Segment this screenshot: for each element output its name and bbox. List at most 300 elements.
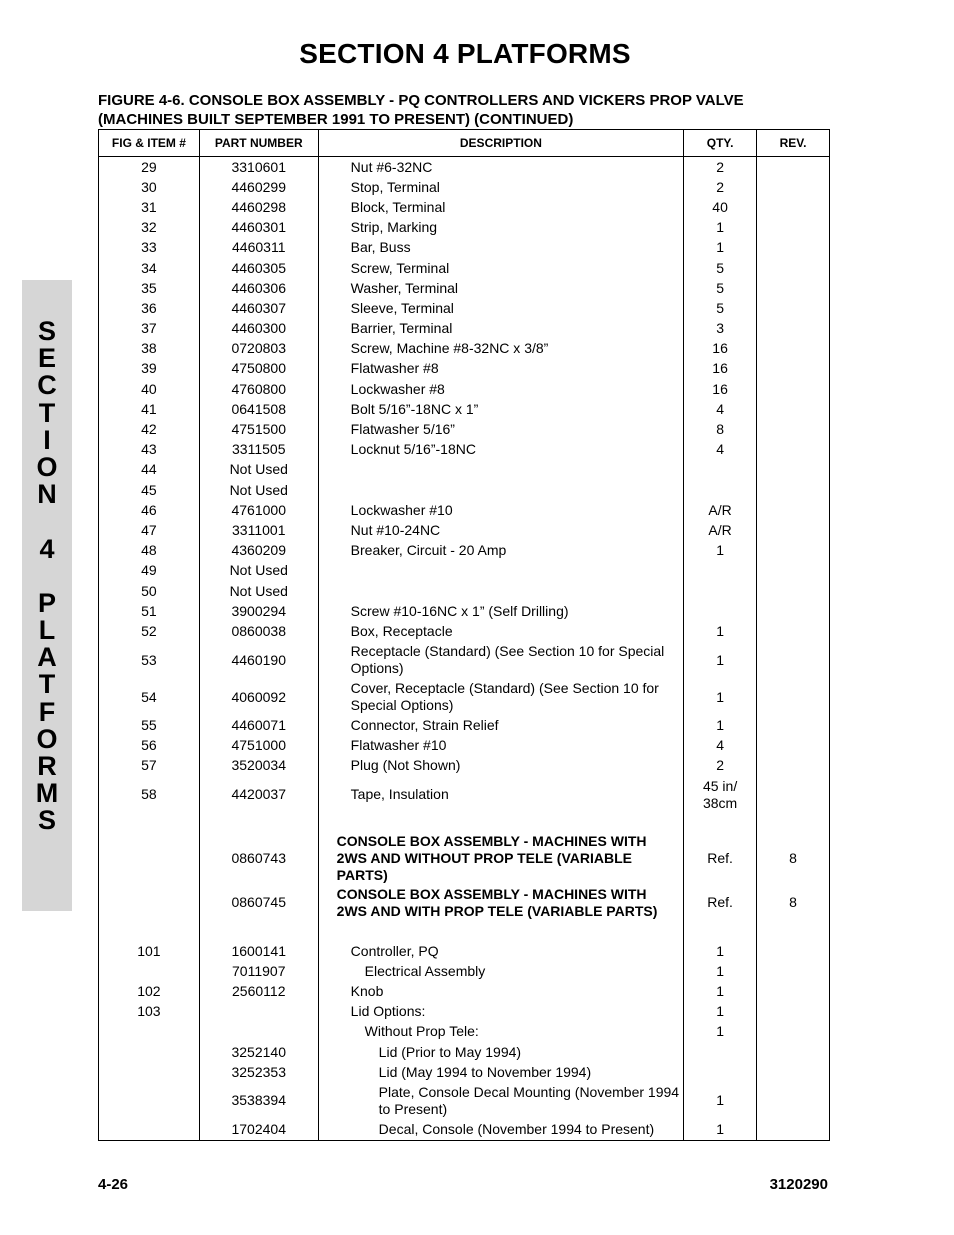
cell-part-number: 4460300 [199, 319, 318, 339]
description-text: Nut #10-24NC [350, 521, 441, 538]
cell-rev [757, 679, 830, 716]
cell-rev [757, 621, 830, 641]
section-side-tab [22, 280, 72, 911]
cell-fig-item: 102 [99, 981, 200, 1001]
cell-description [318, 736, 683, 756]
table-row [99, 941, 830, 961]
table-row [99, 177, 830, 197]
cell-fig-item: 53 [99, 642, 200, 679]
cell-fig-item: 101 [99, 941, 200, 961]
side-tab-letter: C [37, 370, 57, 401]
table-row [99, 601, 830, 621]
cell-description [318, 921, 683, 941]
side-tab-letter: E [37, 343, 56, 374]
cell-qty [684, 460, 757, 480]
cell-fig-item: 40 [99, 379, 200, 399]
cell-description [318, 884, 683, 921]
description-text: Cover, Receptacle (Standard) (See Section 10 for Special Options) [350, 680, 659, 713]
description-text: Tape, Insulation [350, 786, 449, 803]
cell-fig-item: 34 [99, 258, 200, 278]
side-tab-letter: A [37, 642, 57, 673]
cell-description [318, 541, 683, 561]
cell-fig-item: 43 [99, 440, 200, 460]
cell-part-number: Not Used [199, 460, 318, 480]
table-row [99, 1002, 830, 1022]
cell-fig-item: 50 [99, 581, 200, 601]
description-text: Lid (May 1994 to November 1994) [378, 1063, 592, 1080]
cell-qty: 1 [684, 621, 757, 641]
cell-part-number: 2560112 [199, 981, 318, 1001]
description-text: Box, Receptacle [350, 622, 453, 639]
cell-description [318, 581, 683, 601]
description-text: Lid Options: [350, 1003, 426, 1020]
cell-description [318, 480, 683, 500]
cell-qty: 5 [684, 258, 757, 278]
cell-qty [684, 561, 757, 581]
cell-rev [757, 238, 830, 258]
cell-qty: 1 [684, 642, 757, 679]
table-row [99, 833, 830, 884]
cell-description [318, 419, 683, 439]
cell-fig-item: 38 [99, 339, 200, 359]
cell-rev [757, 561, 830, 581]
cell-description [318, 642, 683, 679]
cell-rev [757, 419, 830, 439]
cell-rev [757, 157, 830, 178]
cell-qty: 1 [684, 716, 757, 736]
cell-rev [757, 339, 830, 359]
cell-part-number: 4460305 [199, 258, 318, 278]
table-row [99, 1119, 830, 1140]
description-text: Knob [350, 983, 384, 1000]
cell-part-number [199, 1002, 318, 1022]
table-spacer-row [99, 813, 830, 833]
description-text: Locknut 5/16”-18NC [350, 441, 476, 458]
cell-fig-item: 31 [99, 197, 200, 217]
page-number: 4-26 [98, 1176, 129, 1193]
cell-part-number: Not Used [199, 480, 318, 500]
cell-fig-item: 36 [99, 298, 200, 318]
cell-description [318, 716, 683, 736]
table-row [99, 776, 830, 813]
side-tab-letter: P [37, 587, 56, 618]
cell-description [318, 197, 683, 217]
cell-fig-item: 55 [99, 716, 200, 736]
cell-description [318, 1119, 683, 1140]
table-row [99, 238, 830, 258]
cell-part-number: 0860038 [199, 621, 318, 641]
side-tab-letter: 4 [39, 533, 55, 564]
cell-fig-item: 57 [99, 756, 200, 776]
cell-description [318, 941, 683, 961]
cell-qty: 4 [684, 440, 757, 460]
cell-qty: A/R [684, 520, 757, 540]
cell-part-number: 1600141 [199, 941, 318, 961]
description-text: Strip, Marking [350, 219, 438, 236]
description-text: CONSOLE BOX ASSEMBLY - MACHINES WITH 2WS AND WITHOUT PROP TELE (VARIABLE PARTS) [336, 833, 647, 884]
cell-part-number: 0720803 [199, 339, 318, 359]
cell-qty: 40 [684, 197, 757, 217]
cell-fig-item [99, 813, 200, 833]
cell-qty: 1 [684, 1002, 757, 1022]
table-row [99, 1042, 830, 1062]
side-tab-letter: N [37, 479, 57, 510]
cell-description [318, 298, 683, 318]
cell-fig-item: 54 [99, 679, 200, 716]
cell-rev [757, 961, 830, 981]
cell-description [318, 319, 683, 339]
cell-description [318, 981, 683, 1001]
cell-rev [757, 460, 830, 480]
cell-rev [757, 379, 830, 399]
cell-rev: 8 [757, 833, 830, 884]
cell-fig-item [99, 833, 200, 884]
cell-rev [757, 601, 830, 621]
table-row [99, 419, 830, 439]
cell-part-number: 3538394 [199, 1082, 318, 1119]
cell-fig-item [99, 921, 200, 941]
cell-rev [757, 440, 830, 460]
cell-fig-item: 35 [99, 278, 200, 298]
cell-fig-item: 45 [99, 480, 200, 500]
cell-rev [757, 981, 830, 1001]
cell-rev [757, 399, 830, 419]
cell-qty [684, 581, 757, 601]
cell-part-number: 4460301 [199, 218, 318, 238]
cell-description [318, 561, 683, 581]
side-tab-letter: S [37, 316, 56, 346]
cell-fig-item [99, 1042, 200, 1062]
description-text: Screw, Terminal [350, 259, 450, 276]
cell-part-number: 4761000 [199, 500, 318, 520]
side-tab-letter: M [35, 778, 59, 809]
cell-rev [757, 298, 830, 318]
cell-description [318, 1022, 683, 1042]
description-text: Flatwasher #8 [350, 360, 439, 377]
cell-description [318, 1082, 683, 1119]
cell-part-number: 4750800 [199, 359, 318, 379]
table-row [99, 561, 830, 581]
description-text: Breaker, Circuit - 20 Amp [350, 542, 507, 559]
cell-rev [757, 581, 830, 601]
cell-description [318, 339, 683, 359]
description-text: Lockwasher #8 [350, 380, 445, 397]
cell-description [318, 157, 683, 178]
cell-rev [757, 941, 830, 961]
cell-part-number [199, 1022, 318, 1042]
cell-description [318, 500, 683, 520]
cell-rev [757, 278, 830, 298]
table-row [99, 1082, 830, 1119]
cell-part-number: 4360209 [199, 541, 318, 561]
table-row [99, 399, 830, 419]
table-spacer-row [99, 921, 830, 941]
cell-qty [684, 921, 757, 941]
cell-part-number: 3310601 [199, 157, 318, 178]
cell-part-number: 3252140 [199, 1042, 318, 1062]
cell-fig-item: 41 [99, 399, 200, 419]
cell-rev [757, 1022, 830, 1042]
cell-part-number: 0860745 [199, 884, 318, 921]
figure-title [98, 91, 858, 129]
table-row [99, 621, 830, 641]
description-text: Stop, Terminal [350, 178, 440, 195]
side-tab-letter: O [36, 451, 58, 482]
table-row [99, 716, 830, 736]
cell-part-number: 3900294 [199, 601, 318, 621]
cell-fig-item: 32 [99, 218, 200, 238]
cell-rev [757, 921, 830, 941]
cell-qty: 4 [684, 399, 757, 419]
figure-title-line-2: (MACHINES BUILT SEPTEMBER 1991 TO PRESENT) (CONTINUED) [98, 111, 574, 128]
cell-qty: 1 [684, 961, 757, 981]
cell-part-number: 4460307 [199, 298, 318, 318]
cell-part-number: 1702404 [199, 1119, 318, 1140]
table-row [99, 339, 830, 359]
cell-rev [757, 1062, 830, 1082]
cell-part-number: 0860743 [199, 833, 318, 884]
cell-qty [684, 1042, 757, 1062]
figure-title-line-1: FIGURE 4-6. CONSOLE BOX ASSEMBLY - PQ CONTROLLERS AND VICKERS PROP VALVE [98, 92, 744, 109]
parts-table [98, 129, 830, 1141]
table-row [99, 258, 830, 278]
cell-rev [757, 1119, 830, 1140]
table-row [99, 1022, 830, 1042]
side-tab-letter: T [38, 669, 56, 700]
table-row [99, 581, 830, 601]
table-row [99, 218, 830, 238]
cell-rev [757, 1042, 830, 1062]
table-row [99, 480, 830, 500]
table-row [99, 541, 830, 561]
section-title: SECTION 4 PLATFORMS [299, 38, 631, 69]
cell-description [318, 833, 683, 884]
description-text: Plate, Console Decal Mounting (November 1994 to Present) [378, 1083, 680, 1117]
col-header-qty: QTY. [684, 130, 757, 157]
description-text: Screw, Machine #8-32NC x 3/8” [350, 340, 549, 357]
description-text: CONSOLE BOX ASSEMBLY - MACHINES WITH 2WS AND WITH PROP TELE (VARIABLE PARTS) [336, 885, 658, 919]
table-row [99, 197, 830, 217]
cell-fig-item [99, 1062, 200, 1082]
cell-part-number: 4760800 [199, 379, 318, 399]
cell-fig-item [99, 1082, 200, 1119]
cell-part-number: 4420037 [199, 776, 318, 813]
description-text: Block, Terminal [350, 198, 446, 215]
cell-description [318, 776, 683, 813]
cell-fig-item [99, 961, 200, 981]
cell-part-number: 4751000 [199, 736, 318, 756]
description-text: Electrical Assembly [364, 962, 486, 979]
cell-qty: 16 [684, 359, 757, 379]
table-row [99, 1062, 830, 1082]
cell-rev [757, 1002, 830, 1022]
cell-qty: 1 [684, 218, 757, 238]
cell-description [318, 1042, 683, 1062]
cell-fig-item: 46 [99, 500, 200, 520]
cell-rev [757, 258, 830, 278]
table-row [99, 884, 830, 921]
description-text: Lockwasher #10 [350, 501, 453, 518]
cell-qty: 16 [684, 339, 757, 359]
cell-qty: 16 [684, 379, 757, 399]
col-header-part: PART NUMBER [199, 130, 318, 157]
cell-description [318, 177, 683, 197]
cell-rev [757, 541, 830, 561]
cell-fig-item: 51 [99, 601, 200, 621]
table-row [99, 961, 830, 981]
cell-description [318, 1062, 683, 1082]
cell-fig-item: 48 [99, 541, 200, 561]
cell-fig-item: 39 [99, 359, 200, 379]
cell-description [318, 961, 683, 981]
cell-part-number: Not Used [199, 581, 318, 601]
cell-description [318, 258, 683, 278]
description-text: Bar, Buss [350, 239, 411, 256]
cell-description [318, 679, 683, 716]
cell-qty: 5 [684, 298, 757, 318]
cell-rev [757, 756, 830, 776]
cell-qty: 2 [684, 177, 757, 197]
description-text: Washer, Terminal [350, 279, 459, 296]
cell-fig-item: 58 [99, 776, 200, 813]
table-row [99, 679, 830, 716]
cell-part-number: 4460306 [199, 278, 318, 298]
cell-description [318, 440, 683, 460]
cell-qty: 45 in/ 38cm [684, 776, 757, 813]
cell-qty: 1 [684, 541, 757, 561]
document-number: 3120290 [769, 1176, 828, 1193]
cell-description [318, 756, 683, 776]
cell-description [318, 238, 683, 258]
cell-description [318, 399, 683, 419]
description-text: Bolt 5/16”-18NC x 1” [350, 400, 479, 417]
cell-part-number: 4460190 [199, 642, 318, 679]
cell-description [318, 621, 683, 641]
cell-qty [684, 1062, 757, 1082]
side-tab-letter: I [43, 424, 51, 455]
cell-qty: 1 [684, 1119, 757, 1140]
cell-rev [757, 500, 830, 520]
cell-part-number: 4460299 [199, 177, 318, 197]
cell-fig-item: 47 [99, 520, 200, 540]
cell-fig-item: 33 [99, 238, 200, 258]
cell-part-number: 7011907 [199, 961, 318, 981]
description-text: Controller, PQ [350, 942, 439, 959]
cell-fig-item [99, 884, 200, 921]
cell-part-number: 4460071 [199, 716, 318, 736]
cell-rev [757, 813, 830, 833]
cell-fig-item: 56 [99, 736, 200, 756]
description-text: Plug (Not Shown) [350, 757, 461, 774]
cell-fig-item: 29 [99, 157, 200, 178]
side-tab-letter: F [38, 696, 56, 727]
cell-rev [757, 319, 830, 339]
cell-description [318, 359, 683, 379]
cell-description [318, 278, 683, 298]
description-text: Nut #6-32NC [350, 158, 433, 175]
cell-fig-item: 37 [99, 319, 200, 339]
table-row [99, 298, 830, 318]
col-header-description: DESCRIPTION [318, 130, 683, 157]
cell-qty: 8 [684, 419, 757, 439]
cell-description [318, 218, 683, 238]
table-header-row [99, 130, 830, 157]
side-tab-letter: S [37, 805, 56, 836]
cell-fig-item: 44 [99, 460, 200, 480]
cell-rev [757, 1082, 830, 1119]
cell-qty: 1 [684, 679, 757, 716]
cell-fig-item: 52 [99, 621, 200, 641]
side-tab-letters [22, 318, 72, 835]
side-tab-letter: L [38, 615, 56, 646]
table-row [99, 359, 830, 379]
cell-qty: A/R [684, 500, 757, 520]
description-text: Screw #10-16NC x 1” (Self Drilling) [350, 602, 569, 619]
cell-qty: 1 [684, 981, 757, 1001]
description-text: Receptacle (Standard) (See Section 10 for Special Options) [350, 643, 665, 676]
cell-qty: 1 [684, 1022, 757, 1042]
cell-part-number: 3520034 [199, 756, 318, 776]
table-row [99, 500, 830, 520]
cell-qty: 5 [684, 278, 757, 298]
side-tab-letter: O [36, 723, 58, 754]
cell-qty: 1 [684, 1082, 757, 1119]
cell-description [318, 1002, 683, 1022]
cell-fig-item: 30 [99, 177, 200, 197]
cell-qty: 1 [684, 941, 757, 961]
cell-description [318, 520, 683, 540]
cell-qty: 3 [684, 319, 757, 339]
cell-description [318, 813, 683, 833]
cell-part-number: Not Used [199, 561, 318, 581]
cell-part-number: 4460311 [199, 238, 318, 258]
cell-part-number [199, 921, 318, 941]
cell-part-number: 4060092 [199, 679, 318, 716]
cell-rev [757, 480, 830, 500]
cell-rev [757, 218, 830, 238]
cell-qty [684, 480, 757, 500]
cell-description [318, 460, 683, 480]
cell-fig-item [99, 1022, 200, 1042]
cell-qty [684, 813, 757, 833]
table-row [99, 642, 830, 679]
cell-qty: 2 [684, 157, 757, 178]
cell-rev [757, 736, 830, 756]
cell-rev [757, 642, 830, 679]
table-row [99, 157, 830, 178]
cell-rev [757, 776, 830, 813]
table-row [99, 460, 830, 480]
cell-qty: Ref. [684, 833, 757, 884]
cell-qty: 2 [684, 756, 757, 776]
cell-description [318, 379, 683, 399]
cell-fig-item [99, 1119, 200, 1140]
cell-part-number: 3252353 [199, 1062, 318, 1082]
table-row [99, 319, 830, 339]
cell-qty: Ref. [684, 884, 757, 921]
table-row [99, 440, 830, 460]
table-row [99, 520, 830, 540]
cell-description [318, 601, 683, 621]
side-tab-letter: T [38, 397, 56, 428]
cell-fig-item: 42 [99, 419, 200, 439]
cell-part-number [199, 813, 318, 833]
col-header-fig: FIG & ITEM # [99, 130, 200, 157]
cell-rev [757, 716, 830, 736]
description-text: Without Prop Tele: [364, 1023, 479, 1040]
cell-rev [757, 359, 830, 379]
table-row [99, 981, 830, 1001]
